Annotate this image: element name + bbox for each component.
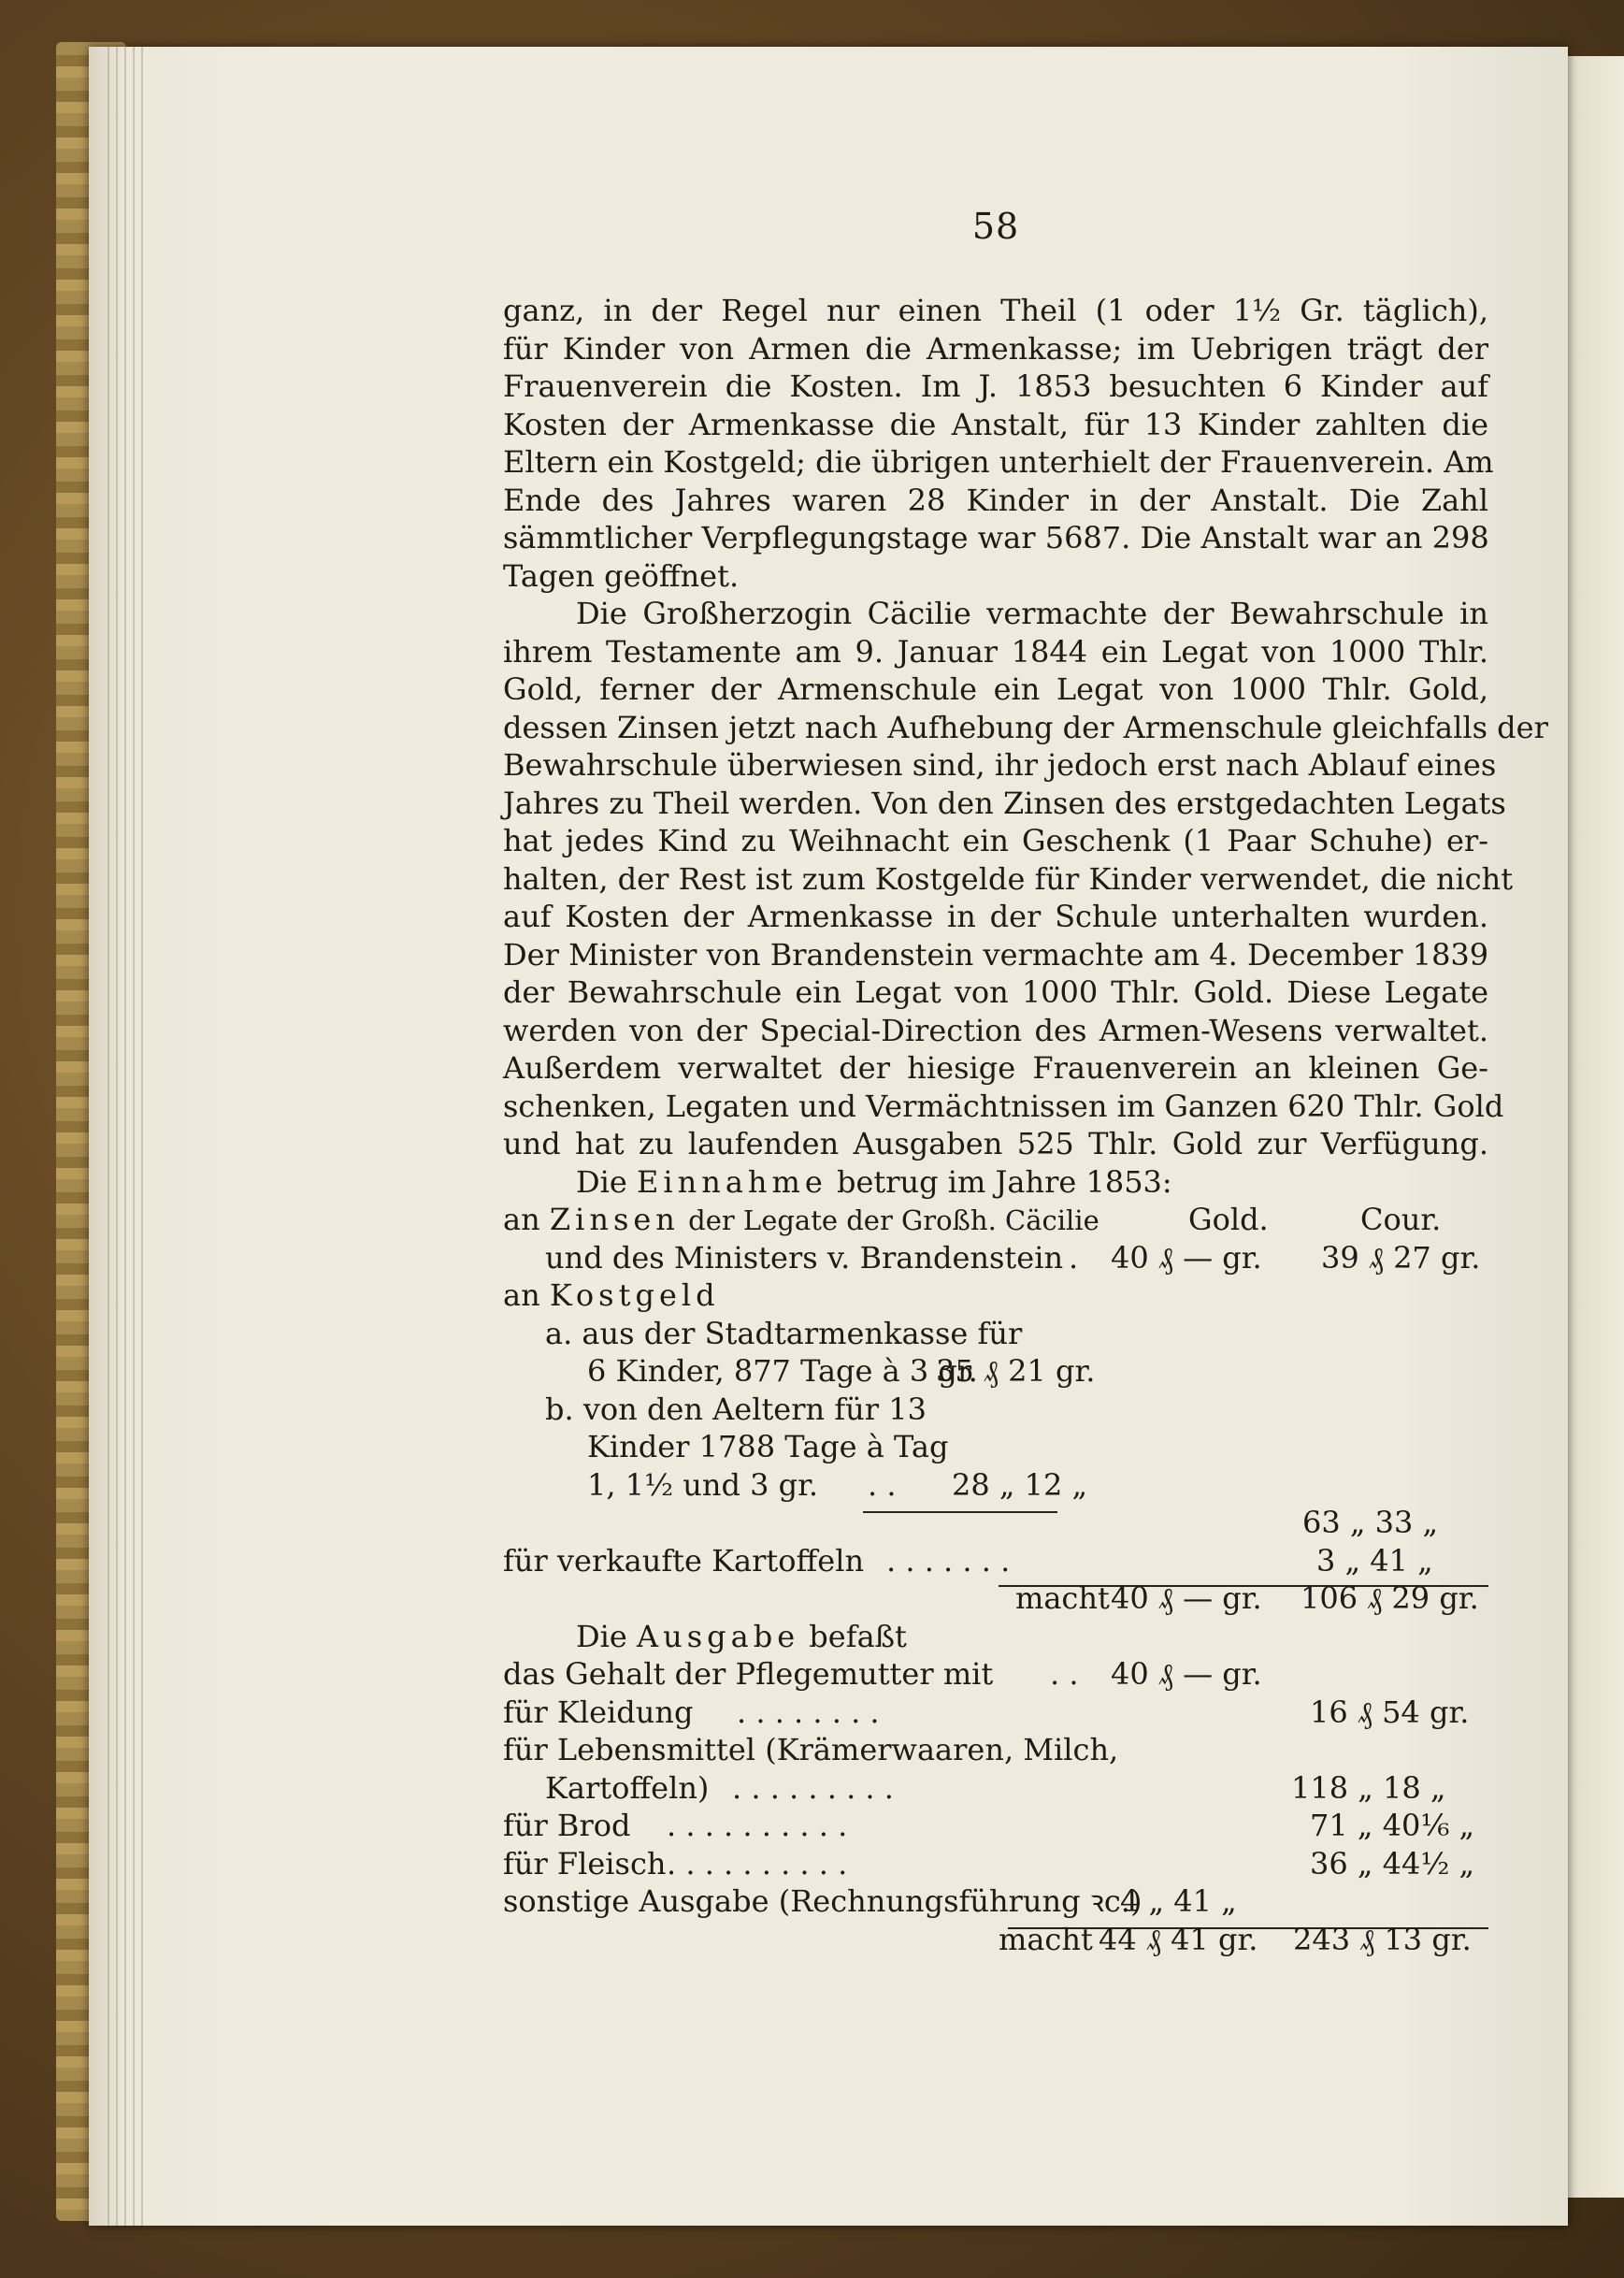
text-line: Die Großherzogin Cäcilie vermachte der Bewahrschule in [576, 596, 1488, 631]
amount-gold: 40 ₰ — gr. [1111, 1580, 1262, 1616]
amount-gold: 40 ₰ — gr. [1111, 1656, 1262, 1692]
row-label: für Kleidung [503, 1694, 694, 1730]
amount-gold: 44 ₰ 41 gr. [1099, 1921, 1258, 1957]
leader-dots: . . [868, 1466, 897, 1503]
row-label: das Gehalt der Pflegemutter mit [503, 1656, 994, 1692]
expense-row-lebensmittel-cont [503, 1769, 1488, 1808]
row-label: an [503, 1202, 550, 1237]
column-header-gold: Gold. [1188, 1202, 1269, 1237]
text-line: für Kinder von Armen die Armenkasse; im Uebrigen trägt der [503, 330, 1488, 367]
text-line: Außerdem verwaltet der hiesige Frauenverein an kleinen Ge- [503, 1050, 1488, 1086]
amount-cour: 106 ₰ 29 gr. [1301, 1580, 1479, 1616]
expense-row-total [503, 1921, 1488, 1959]
row-label: Kinder 1788 Tage à Tag [587, 1429, 949, 1464]
text-line: und hat zu laufenden Ausgaben 525 Thlr. Gold zur Verfügung. [503, 1126, 1488, 1161]
amount-cour: 3 „ 41 „ [1316, 1542, 1433, 1579]
amount-cour: 118 „ 18 „ [1291, 1769, 1446, 1806]
income-row-total [503, 1579, 1488, 1618]
row-label: 1, 1½ und 3 gr. [587, 1466, 819, 1503]
row-label: der Legate der Großh. Cäcilie [679, 1204, 1099, 1236]
leader-dots: . . [1050, 1656, 1079, 1692]
text-line: Jahres zu Theil werden. Von den Zinsen des erstgedachten Legats [503, 785, 1506, 821]
income-heading: Einnahme [637, 1163, 827, 1200]
expense-row-lebensmittel [503, 1731, 1488, 1769]
row-label: und des Ministers v. Brandenstein [545, 1239, 1064, 1276]
income-row-kostgeld [503, 1276, 1488, 1315]
income-row-a-cont [503, 1352, 1488, 1391]
leader-dots: . . . . . . . . . . [667, 1845, 848, 1882]
text-line: Der Minister von Brandenstein vermachte am 4. December 1839 [503, 936, 1489, 973]
expense-row-kleidung [503, 1694, 1488, 1732]
amount-cour: 243 ₰ 13 gr. [1293, 1921, 1472, 1957]
amount-cour: 16 ₰ 54 gr. [1310, 1694, 1470, 1730]
income-row-subtotal [503, 1504, 1488, 1542]
text-line: ihrem Testamente am 9. Januar 1844 ein Legat von 1000 Thlr. [503, 633, 1488, 670]
expense-row-sonstige [503, 1882, 1488, 1921]
expense-row-fleisch [503, 1845, 1488, 1883]
body-text [503, 292, 1548, 1958]
intro-text: betrug im Jahre 1853: [826, 1163, 1172, 1200]
amount-sub: 28 „ 12 „ [952, 1466, 1088, 1503]
row-label: für Lebensmittel (Krämerwaaren, Milch, [503, 1732, 1119, 1767]
income-row-zinsen [503, 1201, 1488, 1239]
leader-dots: . . . . . . . . [737, 1694, 880, 1730]
text-line: Tagen geöffnet. [503, 557, 740, 594]
leader-dots: . . . . . . . . . . [667, 1808, 848, 1843]
text-line: hat jedes Kind zu Weihnacht ein Geschenk (1 Paar Schuhe) er- [503, 823, 1488, 858]
expense-row-gehalt [503, 1655, 1488, 1694]
row-label: Kartoffeln) [545, 1769, 710, 1806]
text-line: Eltern ein Kostgeld; die übrigen unterhielt der Frauenverein. Am [503, 444, 1494, 480]
income-row-b-cont2 [503, 1466, 1488, 1505]
page-gutter [108, 47, 145, 2226]
text-line: Bewahrschule überwiesen sind, ihr jedoch erst nach Ablauf eines [503, 747, 1497, 783]
leader-dots: . . . . . . . . . [732, 1769, 894, 1806]
leader-dots: . [1069, 1239, 1079, 1276]
income-row-b [503, 1391, 1488, 1429]
text-line: sämmtlicher Verpflegungstage war 5687. Die Anstalt war an 298 [503, 520, 1489, 555]
total-label: macht [999, 1921, 1093, 1957]
intro-text: befaßt [799, 1618, 907, 1654]
book-page [89, 47, 1568, 2226]
text-line: ganz, in der Regel nur einen Theil (1 oder 1½ Gr. täglich), [503, 293, 1488, 328]
amount-gold: 40 ₰ — gr. [1111, 1239, 1262, 1276]
intro-text: Die [576, 1163, 637, 1200]
expense-heading: Ausgabe [637, 1618, 800, 1654]
row-label: sonstige Ausgabe (Rechnungsführung ꝛc.) [503, 1883, 1143, 1919]
column-header-cour: Cour. [1360, 1202, 1442, 1237]
amount-cour: 71 „ 40⅙ „ [1310, 1808, 1475, 1843]
amount-sub: 35 ₰ 21 gr. [936, 1353, 1096, 1389]
leader-dots: . . . . . . . [886, 1542, 1011, 1579]
row-label-spaced: Kostgeld [549, 1277, 720, 1313]
page-number: 58 [971, 206, 1020, 247]
text-line: schenken, Legaten und Vermächtnissen im Ganzen 620 Thlr. Gold [503, 1088, 1504, 1124]
income-intro [503, 1163, 1488, 1202]
text-line: werden von der Special-Direction des Armen-Wesens verwaltet. [503, 1012, 1488, 1048]
text-line: dessen Zinsen jetzt nach Aufhebung der Armenschule gleichfalls der [503, 709, 1548, 745]
intro-text: Die [576, 1618, 637, 1654]
amount-cour: 39 ₰ 27 gr. [1321, 1239, 1481, 1276]
row-label: für Fleisch [503, 1845, 667, 1882]
amount-gold: 4 „ 41 „ [1120, 1883, 1237, 1919]
text-line: der Bewahrschule ein Legat von 1000 Thlr. Gold. Diese Legate [503, 974, 1488, 1010]
text-line: Frauenverein die Kosten. Im J. 1853 besuchten 6 Kinder auf [503, 368, 1488, 404]
amount-cour: 36 „ 44½ „ [1310, 1845, 1475, 1882]
expense-intro [503, 1618, 1488, 1656]
text-line: Ende des Jahres waren 28 Kinder in der Anstalt. Die Zahl [503, 482, 1488, 518]
income-row-a [503, 1315, 1488, 1353]
row-label-spaced: Zinsen [549, 1202, 680, 1237]
text-line: Kosten der Armenkasse die Anstalt, für 13 Kinder zahlten die [503, 406, 1488, 442]
text-line: Gold, ferner der Armenschule ein Legat von 1000 Thlr. Gold, [503, 671, 1488, 707]
total-label: macht [1015, 1580, 1110, 1616]
row-label: für verkaufte Kartoffeln [503, 1542, 865, 1579]
income-row-b-cont [503, 1428, 1488, 1466]
expense-row-brod [503, 1807, 1488, 1845]
row-label: a. aus der Stadtarmenkasse für [545, 1315, 1023, 1351]
text-line: halten, der Rest ist zum Kostgelde für Kinder verwendet, die nicht [503, 860, 1514, 897]
amount-cour: 63 „ 33 „ [1302, 1505, 1439, 1540]
row-label: b. von den Aeltern für 13 [545, 1391, 927, 1427]
row-label: an [503, 1277, 550, 1313]
row-label: für Brod [503, 1808, 631, 1843]
income-row-kartoffeln [503, 1542, 1488, 1580]
income-row-zinsen-cont [503, 1239, 1488, 1277]
row-label: 6 Kinder, 877 Tage à 3 gr. [587, 1353, 978, 1389]
text-line: auf Kosten der Armenkasse in der Schule unterhalten wurden. [503, 899, 1488, 934]
